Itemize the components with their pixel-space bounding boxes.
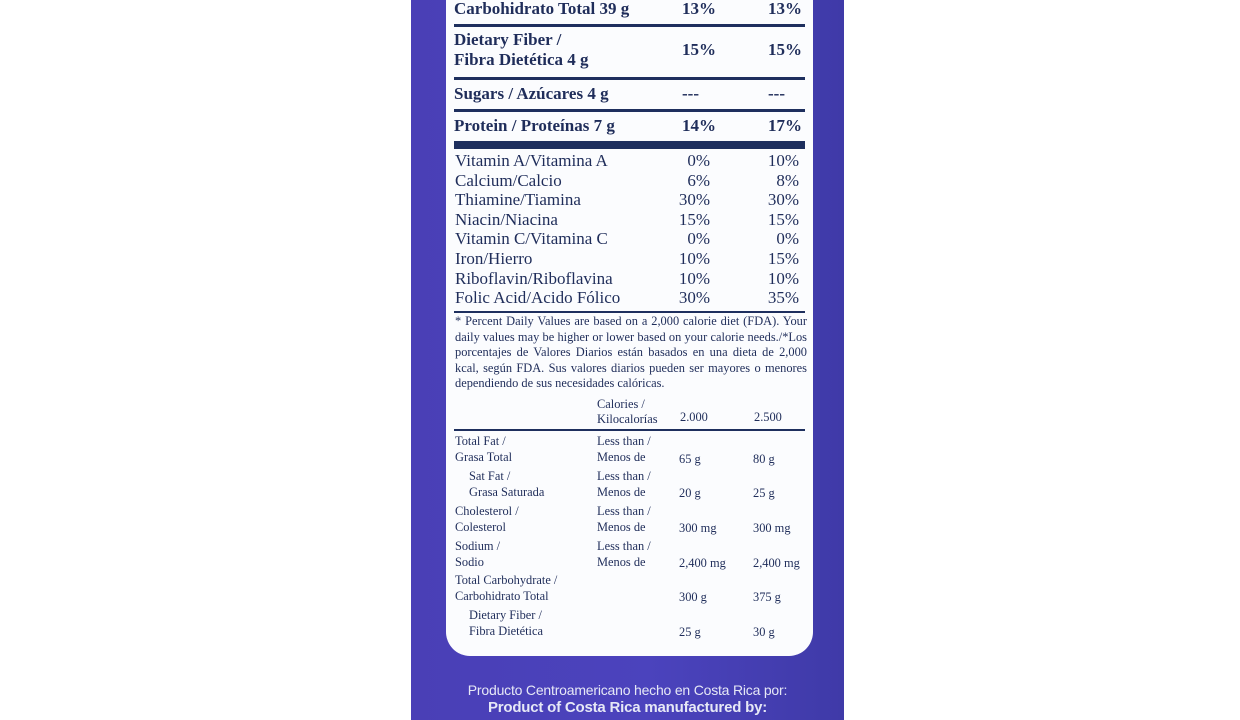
dv-nutrient: Sodium / [455, 539, 501, 553]
vitamin-value-2500: 15% [767, 248, 799, 268]
vitamin-name: Niacin/Niacina [455, 209, 558, 229]
nutrient-value-2500: 15% [768, 40, 802, 59]
vitamin-name: Folic Acid/Acido Fólico [455, 288, 621, 308]
dv-limit: Menos de [597, 485, 646, 499]
dv-limit: Less than / [597, 469, 651, 483]
vitamin-row [455, 269, 805, 289]
calories-header-line2: Kilocalorías [597, 412, 658, 426]
nutrient-row-carbohydrate [454, 0, 805, 19]
dv-value-2500: 80 g [753, 452, 775, 466]
vitamin-value-2000: 30% [678, 190, 710, 210]
dv-value-2000: 20 g [679, 486, 701, 500]
nutrient-value-2000: 15% [682, 40, 716, 59]
calories-header-line1: Calories / [597, 397, 645, 411]
vitamin-value-2000: 10% [678, 268, 710, 288]
vitamin-name: Vitamin A/Vitamina A [455, 151, 608, 170]
dv-nutrient: Sodio [455, 555, 484, 569]
dv-nutrient: Carbohidrato Total [455, 589, 549, 603]
nutrition-facts-panel [446, 0, 813, 656]
vitamin-value-2500: 10% [767, 151, 799, 170]
divider [454, 429, 805, 431]
nutrient-row-sugars [454, 83, 805, 104]
nutrient-value-2500: --- [768, 84, 785, 103]
vitamin-value-2500: 10% [767, 268, 799, 288]
vitamin-row [455, 249, 805, 269]
vitamin-value-2500: 15% [767, 209, 799, 229]
vitamin-row [455, 288, 805, 308]
vitamin-name: Thiamine/Tiamina [455, 190, 581, 210]
dv-value-2000: 65 g [679, 452, 701, 466]
calories-2000-header: 2.000 [680, 410, 708, 424]
dv-nutrient: Colesterol [455, 520, 506, 534]
vitamin-value-2000: 0% [687, 151, 710, 170]
nutrient-value-2000: 13% [682, 0, 716, 18]
dv-value-2500: 2,400 mg [753, 556, 800, 570]
divider [454, 311, 805, 313]
dv-value-2000: 25 g [679, 625, 701, 639]
nutrient-label-line2: Fibra Dietética 4 g [454, 50, 589, 69]
vitamin-value-2000: 0% [687, 229, 710, 249]
divider [454, 109, 805, 112]
vitamin-value-2000: 30% [678, 288, 710, 308]
vitamin-value-2000: 15% [678, 209, 710, 229]
vitamin-value-2500: 35% [767, 288, 799, 308]
dv-nutrient: Fibra Dietética [469, 624, 543, 638]
dv-limit: Less than / [597, 434, 651, 448]
dv-limit: Menos de [597, 555, 646, 569]
manufacturer-line-spanish: Producto Centroamericano hecho en Costa Rica por: [467, 682, 788, 698]
nutrient-label: Carbohidrato Total 39 g [454, 0, 630, 18]
vitamin-value-2000: 6% [687, 170, 710, 190]
vitamin-name: Calcium/Calcio [455, 170, 562, 190]
dv-nutrient: Grasa Total [455, 450, 513, 464]
dv-limit: Less than / [597, 504, 651, 518]
vitamin-row [455, 190, 805, 210]
nutrient-row-dietary-fiber [454, 29, 805, 71]
dv-nutrient: Cholesterol / [455, 504, 519, 518]
dv-value-2000: 300 g [679, 590, 707, 604]
vitamin-row [455, 171, 805, 191]
vitamin-value-2000: 10% [678, 248, 710, 268]
divider [454, 77, 805, 80]
vitamin-row [455, 151, 805, 171]
nutrient-value-2500: 17% [768, 116, 802, 135]
dv-nutrient: Grasa Saturada [469, 485, 545, 499]
vitamin-row [455, 210, 805, 230]
dv-value-2000: 300 mg [679, 521, 717, 535]
dv-limit: Menos de [597, 520, 646, 534]
dv-nutrient: Total Fat / [455, 434, 506, 448]
nutrient-value-2500: 13% [768, 0, 802, 18]
vitamin-name: Riboflavin/Riboflavina [455, 268, 613, 288]
dv-value-2500: 300 mg [753, 521, 791, 535]
nutrient-row-protein [454, 115, 805, 136]
manufacturer-text [411, 682, 844, 716]
vitamin-list [455, 151, 805, 308]
dv-value-2500: 30 g [753, 625, 775, 639]
dv-nutrient: Sat Fat / [469, 469, 511, 483]
calories-2500-header: 2.500 [754, 410, 782, 424]
nutrient-value-2000: --- [682, 84, 699, 103]
manufacturer-line-english: Product of Costa Rica manufactured by: [487, 699, 768, 716]
dv-limit: Less than / [597, 539, 651, 553]
cereal-box-side [411, 0, 844, 720]
nutrient-label: Protein / Proteínas 7 g [454, 116, 615, 135]
dv-value-2500: 25 g [753, 486, 775, 500]
dv-limit: Menos de [597, 450, 646, 464]
dv-nutrient: Dietary Fiber / [469, 608, 542, 622]
dv-value-2000: 2,400 mg [679, 556, 726, 570]
vitamin-value-2500: 8% [776, 170, 799, 190]
thick-divider [454, 141, 805, 149]
daily-value-footnote: * Percent Daily Values are based on a 2,000 calorie diet (FDA). Your daily values may be higher or lower based on your calorie needs./*Los porcentajes de Valores Diarios están basados en una dieta de 2,000 kcal, según FDA. Sus valores diarios pueden ser mayores o menores dependiendo de sus necesidades calóricas. [455, 314, 807, 390]
vitamin-value-2500: 0% [776, 229, 799, 249]
vitamin-name: Iron/Hierro [455, 248, 533, 268]
nutrient-label-line1: Dietary Fiber / [454, 30, 562, 49]
vitamin-name: Vitamin C/Vitamina C [455, 229, 608, 249]
nutrient-value-2000: 14% [682, 116, 716, 135]
vitamin-row [455, 229, 805, 249]
nutrient-label: Sugars / Azúcares 4 g [454, 84, 609, 103]
dv-value-2500: 375 g [753, 590, 781, 604]
dv-nutrient: Total Carbohydrate / [455, 573, 558, 587]
vitamin-value-2500: 30% [767, 190, 799, 210]
divider [454, 24, 805, 27]
